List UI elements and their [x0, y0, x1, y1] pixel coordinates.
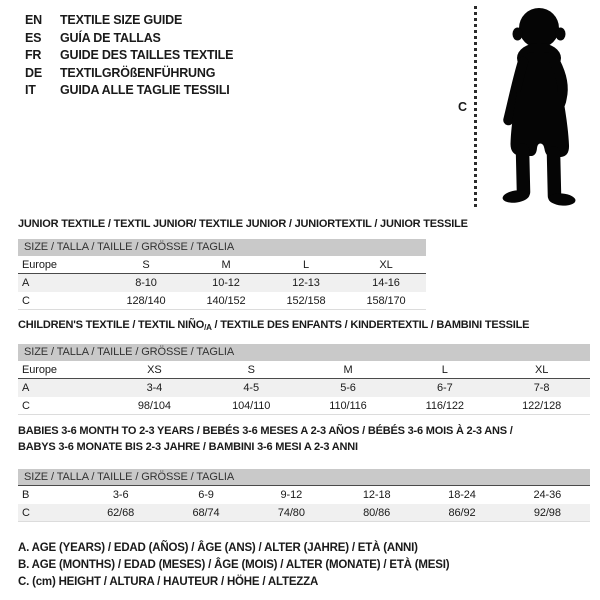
toddler-silhouette-icon	[486, 6, 592, 206]
table-cell: XL	[534, 364, 549, 376]
table-cell: 74/80	[277, 507, 305, 519]
table-cell: M	[343, 364, 353, 376]
footnote-b: B. AGE (MONTHS) / EDAD (MESES) / ÂGE (MOIS) / ALTER (MONATE) / ETÀ (MESI)	[18, 559, 450, 571]
table-cell: 80/86	[363, 507, 391, 519]
table-row-europe	[18, 361, 590, 379]
size-header-bar: SIZE / TALLA / TAILLE / GRÖSSE / TAGLIA	[18, 239, 426, 256]
legend-footnotes	[18, 540, 600, 591]
section-junior-textile	[18, 218, 600, 310]
lang-label: GUÍA DE TALLAS	[60, 30, 161, 45]
table-cell: 104/110	[232, 400, 271, 412]
table-cell: 12-18	[362, 489, 391, 501]
table-cell: 62/68	[107, 507, 135, 519]
table-cell: 5-6	[340, 382, 356, 394]
table-row-months	[18, 486, 590, 504]
row-label: C	[22, 400, 30, 412]
babies-size-table	[18, 469, 590, 522]
table-cell: 4-5	[243, 382, 259, 394]
table-cell: 8-10	[135, 277, 157, 289]
table-row-age	[18, 379, 590, 397]
table-cell: 116/122	[425, 400, 464, 412]
language-title-list	[25, 12, 233, 100]
table-cell: 110/116	[329, 400, 367, 412]
lang-code: EN	[25, 13, 42, 27]
table-cell: S	[142, 259, 150, 271]
tables-content	[18, 218, 600, 522]
table-row-age	[18, 274, 426, 292]
table-cell: 128/140	[126, 295, 166, 307]
height-measure-line	[474, 6, 477, 208]
lang-code: IT	[25, 83, 36, 98]
table-row-height	[18, 397, 590, 415]
childrens-size-table	[18, 344, 590, 415]
footnote-c: C. (cm) HEIGHT / ALTURA / HAUTEUR / HÖHE / ALTEZZA	[18, 576, 319, 588]
table-cell: 140/152	[206, 295, 246, 307]
lang-row-it	[25, 82, 233, 100]
lang-label: GUIDA ALLE TAGLIE TESSILI	[60, 83, 230, 98]
table-cell: 24-36	[533, 489, 562, 501]
measure-c-label: C	[457, 100, 467, 114]
lang-code: ES	[25, 30, 42, 45]
table-cell: 3-6	[112, 489, 129, 501]
table-row-height	[18, 292, 426, 310]
height-measure-figure	[458, 6, 592, 208]
title-subscript: /A	[204, 323, 212, 332]
junior-textile-title: JUNIOR TEXTILE / TEXTIL JUNIOR/ TEXTILE JUNIOR / JUNIORTEXTIL / JUNIOR TESSILE	[18, 218, 468, 230]
row-label: A	[22, 382, 30, 394]
lang-row-fr	[25, 47, 233, 65]
table-cell: XL	[379, 259, 393, 271]
row-label: C	[22, 295, 30, 307]
table-cell: M	[221, 259, 231, 271]
lang-label: GUIDE DES TAILLES TEXTILE	[60, 48, 234, 63]
table-cell: 9-12	[280, 489, 303, 501]
lang-label: TEXTILE SIZE GUIDE	[60, 13, 183, 27]
row-label: A	[22, 277, 30, 289]
size-header-bar: SIZE / TALLA / TAILLE / GRÖSSE / TAGLIA	[18, 469, 590, 486]
table-cell: 86/92	[448, 507, 476, 519]
lang-code: DE	[25, 65, 42, 80]
title-part: / TEXTILE DES ENFANTS / KINDERTEXTIL / BAMBINI TESSILE	[211, 319, 530, 331]
table-row-height	[18, 504, 590, 522]
table-cell: L	[441, 364, 448, 376]
section-childrens-textile	[18, 319, 600, 415]
table-cell: 68/74	[192, 507, 220, 519]
babies-title-line1: BABIES 3-6 MONTH TO 2-3 YEARS / BEBÉS 3-6 MESES A 2-3 AÑOS / BÉBÉS 3-6 MOIS À 2-3 ANS /	[18, 425, 513, 437]
top-section	[0, 0, 600, 212]
table-cell: 6-9	[198, 489, 214, 501]
table-cell: 152/158	[286, 295, 326, 307]
babies-title-line2: BABYS 3-6 MONATE BIS 2-3 JAHRE / BAMBINI 3-6 MESI A 2-3 ANNI	[18, 441, 358, 453]
row-label: Europe	[22, 364, 57, 376]
table-cell: 3-4	[146, 382, 163, 394]
table-cell: 12-13	[292, 277, 320, 289]
table-cell: XS	[147, 364, 162, 376]
row-label: B	[22, 489, 30, 501]
table-cell: 14-16	[372, 277, 400, 289]
title-part: CHILDREN'S TEXTILE / TEXTIL NIÑO	[18, 319, 205, 331]
lang-label: TEXTILGRÖßENFÜHRUNG	[60, 65, 216, 80]
row-label: C	[22, 507, 30, 519]
table-cell: 7-8	[533, 382, 550, 394]
lang-row-en	[25, 12, 233, 30]
row-label: Europe	[22, 259, 57, 271]
lang-row-es	[25, 30, 233, 48]
section-babies-textile	[18, 424, 600, 522]
lang-row-de	[25, 65, 233, 83]
childrens-textile-title	[18, 319, 600, 332]
table-cell: 158/170	[366, 295, 406, 307]
table-cell: 122/128	[522, 400, 562, 412]
footnote-a: A. AGE (YEARS) / EDAD (AÑOS) / ÂGE (ANS) / ALTER (JAHRE) / ETÀ (ANNI)	[18, 542, 418, 554]
table-row-europe	[18, 256, 426, 274]
table-cell: 98/104	[137, 400, 171, 412]
table-cell: 10-12	[212, 277, 240, 289]
table-cell: 6-7	[436, 382, 453, 394]
table-cell: 92/98	[533, 507, 561, 519]
lang-code: FR	[25, 48, 42, 63]
junior-size-table	[18, 239, 426, 310]
table-cell: L	[302, 259, 310, 271]
table-cell: 18-24	[448, 489, 476, 501]
table-cell: S	[247, 364, 255, 376]
size-header-bar: SIZE / TALLA / TAILLE / GRÖSSE / TAGLIA	[18, 344, 590, 361]
